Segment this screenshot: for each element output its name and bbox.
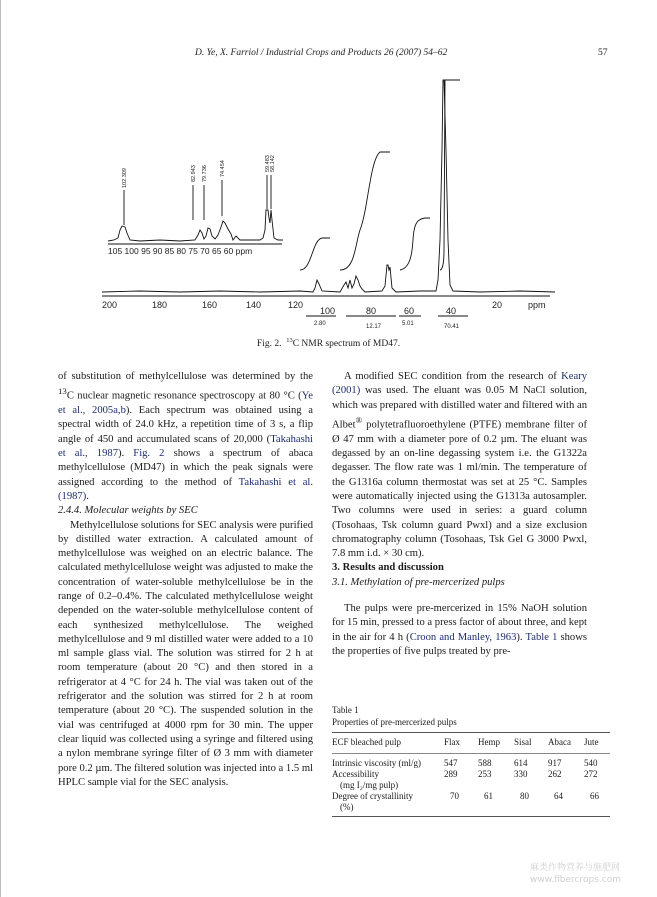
table-cell: 614 [514,758,528,768]
svg-text:40: 40 [446,306,457,316]
row-label: Degree of crystallinity (%) [332,791,444,817]
table-cell: 70 [444,791,478,817]
table-cell: 272 [584,769,598,779]
row-label: Accessibility (mg I₂/mg pulp) [332,769,399,790]
citation-link-keary-2001[interactable]: Keary (2001) [332,371,587,397]
table-row [332,791,610,817]
citation-link-takahashi-1987[interactable]: Takahashi et al., 1987 [58,433,313,460]
caption-prefix: Fig. 2. [256,339,282,350]
svg-text:102.309: 102.309 [122,168,128,188]
row-label: Intrinsic viscosity (ml/g) [332,758,421,768]
table-1 [332,704,610,817]
svg-text:82.943: 82.943 [191,165,197,182]
table-header-row [332,733,610,754]
table-cell: 330 [514,769,528,779]
table-cell: 262 [548,769,562,779]
running-head: D. Ye, X. Farriol / Industrial Crops and Products 26 (2007) 54–62 [195,48,448,58]
svg-text:ppm: ppm [528,300,546,310]
svg-text:140: 140 [246,300,262,310]
svg-text:59.483: 59.483 [265,155,271,172]
sec-condition-paragraph: A modified SEC condition from the research of Keary (2001) was used. The eluant was 0.05 M NaCl solution, which was prepared with distilled water and filtered with an Albet® polytetrafluoroethylene (PTFE) membrane filter of Ø 47 mm with a diameter pore of 0.2 µm. The eluant was degassed by an on-line degassing system i.e. the G1322a degasser. The flow rate was 1 ml/min. The temperature of the G1316a column thermostat was set at 25 °C. Samples were automatically injected using the G1313a autosampler. Two columns were used in series: a guard column (Tosohaas, Tsk column guard Pwxl) and a size exclusion chromatography column (Tosohaas, Tsk Gel G 3000 Pwxl, 7.8 mm i.d. × 30 cm). [332,371,587,560]
page-edge [0,0,1,897]
table-cell: 289 [444,769,458,779]
main-spectrum-trace [102,80,555,292]
section-heading-3: 3. Results and discussion [332,562,444,574]
table-link-table1[interactable]: Table 1 [525,631,558,643]
column-header: Hemp [478,733,514,754]
section-heading-3-1: 3.1. Methylation of pre-mercerized pulps [332,576,505,588]
nmr-spectrum-figure [100,70,560,330]
column-header: Abaca [548,733,584,754]
section-heading-2-4-4: 2.4.4. Molecular weights by SEC [58,505,198,517]
svg-text:120: 120 [288,300,304,310]
svg-text:58.142: 58.142 [270,155,276,172]
table-label: Table 1 [332,705,359,715]
left-column [58,370,313,790]
column-header: Jute [584,733,610,754]
svg-text:5.01: 5.01 [402,321,414,327]
inset-spectrum-trace [108,210,283,241]
table-cell: 253 [478,769,492,779]
properties-table [332,732,610,817]
svg-text:79.736: 79.736 [202,165,208,182]
table-row [332,769,610,791]
page-number: 57 [598,48,608,58]
watermark [530,862,621,886]
svg-text:160: 160 [202,300,218,310]
table-cell: 64 [548,791,584,817]
svg-text:20: 20 [492,300,503,310]
table-title: Properties of pre-mercerized pulps [332,717,457,727]
watermark-title: 麻类作物营养与施肥网 [530,863,621,873]
table-row [332,754,610,770]
citation-link-ye-2005[interactable]: Ye et al., 2005a,b [58,390,313,417]
table-cell: 547 [444,758,458,768]
svg-text:80: 80 [366,306,377,316]
nmr-spectrum-plot [100,70,560,330]
table-cell: 917 [548,758,562,768]
table-cell: 588 [478,758,492,768]
svg-text:70.41: 70.41 [444,324,460,330]
column-header: Flax [444,733,478,754]
table-cell: 80 [514,791,548,817]
svg-text:200: 200 [102,300,118,310]
figure-caption [0,337,657,349]
citation-link-takahashi-1987b[interactable]: Takahashi et al. (1987) [58,476,313,502]
svg-text:105 100 95 90 85 80 75 70: 105 100 95 90 85 80 75 70 65 60 ppm [108,246,253,256]
right-column [332,370,587,659]
svg-text:100: 100 [320,306,336,316]
column-header: Sisal [514,733,548,754]
figure-link-fig2[interactable]: Fig. 2 [133,448,165,460]
citation-link-croon-1963[interactable]: Croon and Manley, 1963 [409,631,517,643]
table-cell: 61 [478,791,514,817]
table-cell: 540 [584,758,598,768]
watermark-url: www.fibercrops.com [530,875,621,885]
caption-superscript: 13 [286,337,293,344]
caption-text: C NMR spectrum of MD47. [292,339,401,350]
svg-text:12.17: 12.17 [366,324,382,330]
svg-text:2.80: 2.80 [314,321,326,327]
nmr-method-paragraph: of substitution of methylcellulose was determined by the $^{13}$C nuclear magnetic resonance spectroscopy at 80 °C (Ye et al., 2005a,b). Each spectrum was obtained using a spectral width of 24.0 kHz, a repetition time of 3 s, a flip angle of 450 and accumulated scans of 20,000 (Takahashi et al., 1987). Fig. 2 shows a spectrum of abaca methylcellulose (MD47) in which the peak signals were assigned according to the method of Takahashi et al. (1987). [58,371,313,502]
mercerization-paragraph: The pulps were pre-mercerized in 15% NaOH solution for 15 min, pressed to a press factor of about three, and kept in the air for 4 h (Croon and Manley, 1963). Table 1 shows the properties of five pulps treated by pre- [332,602,588,657]
svg-text:180: 180 [152,300,168,310]
sec-method-paragraph: Methylcellulose solutions for SEC analysis were purified by distilled water extraction. A calculated amount of methylcellulose was weighed on an electric balance. The calculated methylcellulose weight was adjusted to make the concentration of water-soluble methylcellulose be in the range of 0.2–0.4%. The calculated methylcellulose weight depended on the water-soluble methylcellulose content of each synthesized methylcellulose. The weighed methylcellulose and 9 ml distilled water were added to a 10 ml sample glass vial. The solution was stirred for 2 h at room temperature (about 20 °C) and then stored in a refrigerator at 4 °C for 24 h. The vial was taken out of the refrigerator and the solution was stirred for 2 h at room temperature (about 20 °C). The suspended solution in the vial was centrifuged at 4000 rpm for 30 min. The upper clear liquid was collected using a syringe and filtered using a nylon membrane syringe filter of Ø 3 mm with diameter pore 0.2 µm. The filtered solution was injected into a 1.5 ml HPLC sample vial for the SEC analysis. [58,519,313,788]
column-header: ECF bleached pulp [332,733,444,754]
svg-text:74.454: 74.454 [220,160,226,177]
svg-text:60: 60 [404,306,415,316]
table-cell: 66 [584,791,610,817]
